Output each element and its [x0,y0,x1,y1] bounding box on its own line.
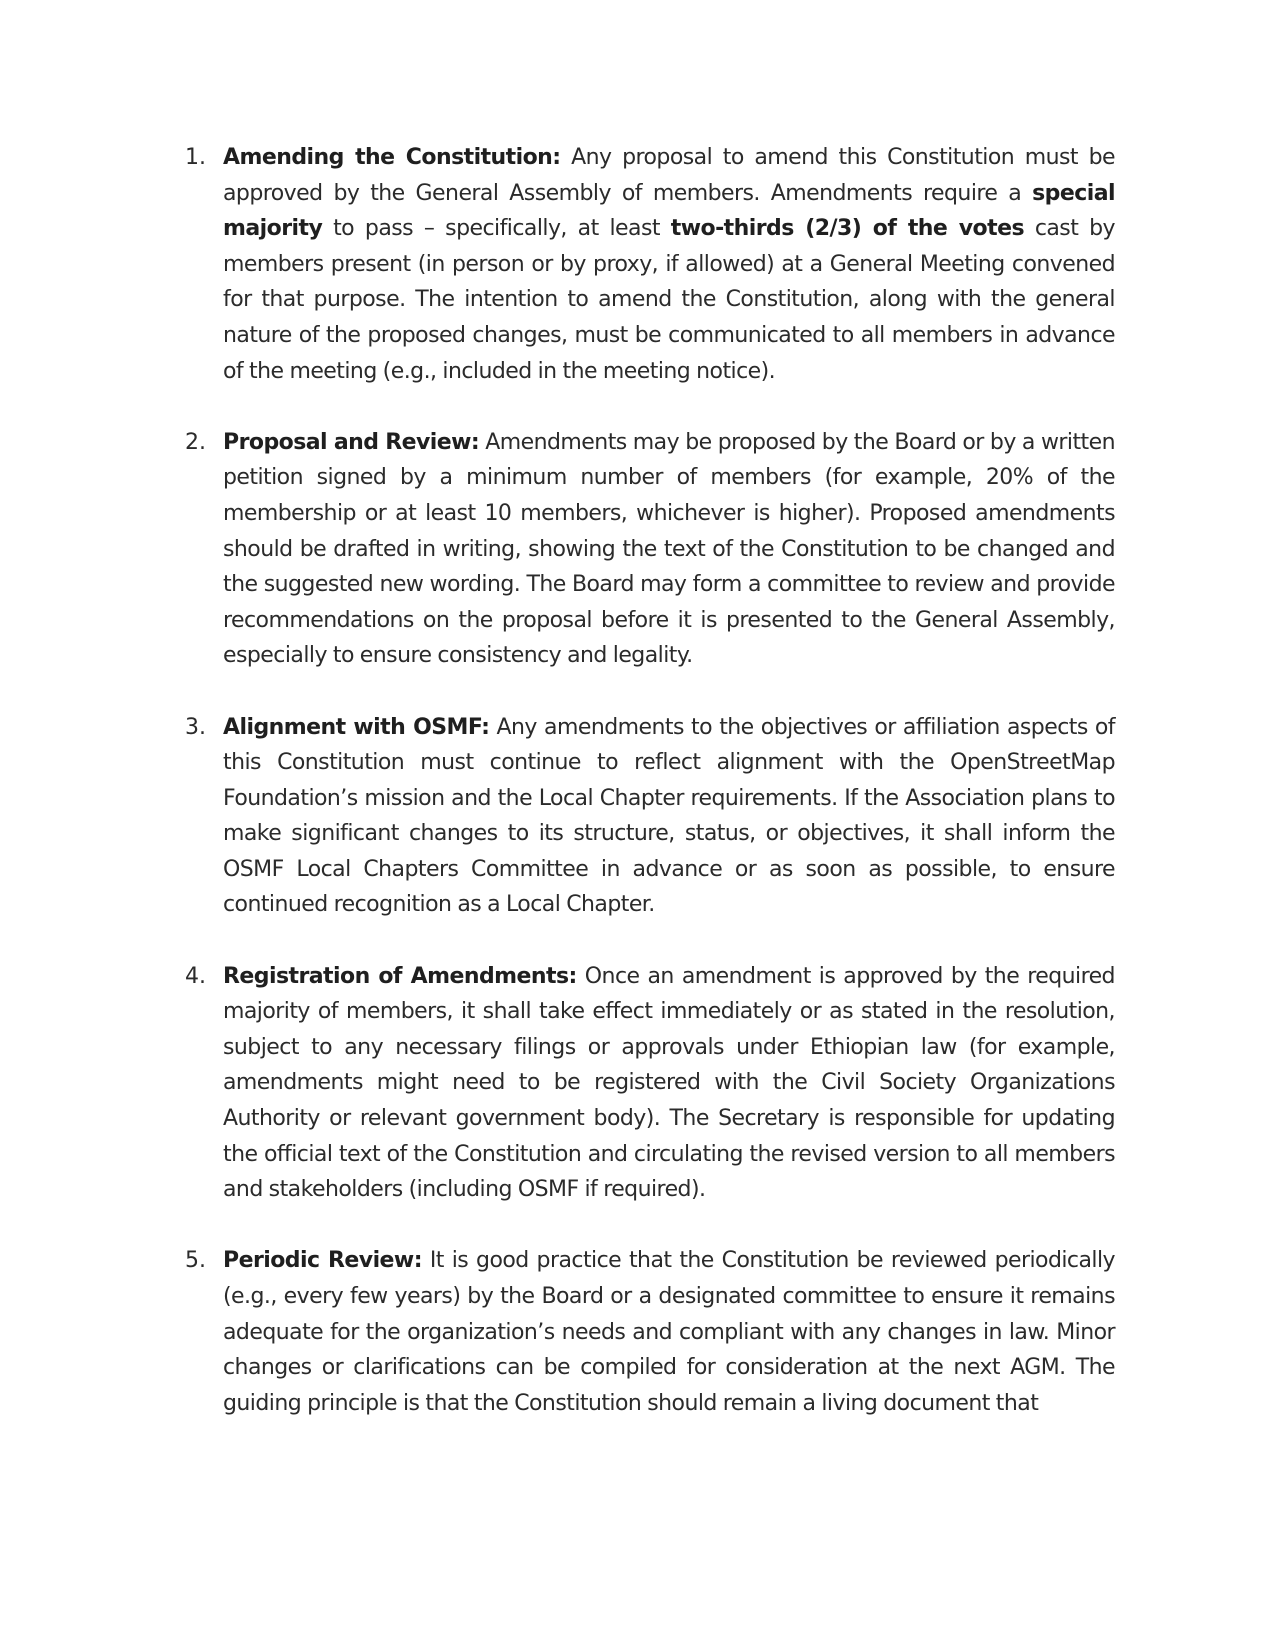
item-text: cast by members present (in person or by proxy, if allowed) at a General Meeting convened for that purpose. The intention to amend the Constitution, along with the general nature of the proposed changes, must be communicated to all members in advance of the meeting (e.g., included in the meeting notice). [223,216,1115,384]
emphasis-special-majority: special majority [223,180,1115,242]
list-item-number: 5. [185,1248,206,1274]
item-text: Amendments may be proposed by the Board or by a written petition signed by a minimum number of members (for example, 20% of the membership or at least 10 members, whichever is higher). Proposed amendments should be drafted in writing, showing the text of the Constitution to be changed and the suggested new wording. The Board may form a committee to review and provide recommendations on the proposal before it is presented to the General Assembly, especially to ensure consistency and legality. [223,429,1115,669]
emphasis-two-thirds: two-thirds (2/3) of the votes [670,216,1024,242]
list-item-periodic-review [185,1243,1115,1421]
list-item-alignment-osmf [185,710,1115,924]
item-text: Once an amendment is approved by the required majority of members, it shall take effect immediately or as stated in the resolution, subject to any necessary filings or approvals under Ethiopian law (for example, amendments might need to be registered with the Civil Society Organizations Authority or relevant government body). The Secretary is responsible for updating the official text of the Constitution and circulating the revised version to all members and stakeholders (including OSMF if required). [223,963,1115,1203]
item-text: to pass – specifically, at least [322,216,671,242]
list-item-registration-amendments [185,959,1115,1208]
item-heading: Periodic Review: [223,1248,422,1274]
item-text: It is good practice that the Constitution be reviewed periodically (e.g., every few years) by the Board or a designated committee to ensure it remains adequate for the organization’s needs and compliant with any changes in law. Minor changes or clarifications can be compiled for consideration at the next AGM. The guiding principle is that the Constitution should remain a living document that [223,1248,1115,1416]
item-heading: Proposal and Review: [223,429,480,455]
item-text: Any amendments to the objectives or affiliation aspects of this Constitution must continue to reflect alignment with the OpenStreetMap Foundation’s mission and the Local Chapter requirements. If the Association plans to make significant changes to its structure, status, or objectives, it shall inform the OSMF Local Chapters Committee in advance or as soon as possible, to ensure continued recognition as a Local Chapter. [223,714,1115,918]
item-text: Any proposal to amend this Constitution must be approved by the General Assembly of members. Amendments require a [223,145,1115,206]
item-heading: Registration of Amendments: [223,963,577,989]
list-item-number: 2. [185,429,206,455]
list-item-number: 3. [185,714,206,740]
list-item-number: 1. [185,145,206,170]
item-heading: Amending the Constitution: [223,145,561,170]
list-item-proposal-review [185,425,1115,674]
list-item-number: 4. [185,963,206,989]
item-heading: Alignment with OSMF: [223,714,490,740]
amendment-list [0,140,1275,1457]
list-item-amending-constitution [185,140,1115,389]
